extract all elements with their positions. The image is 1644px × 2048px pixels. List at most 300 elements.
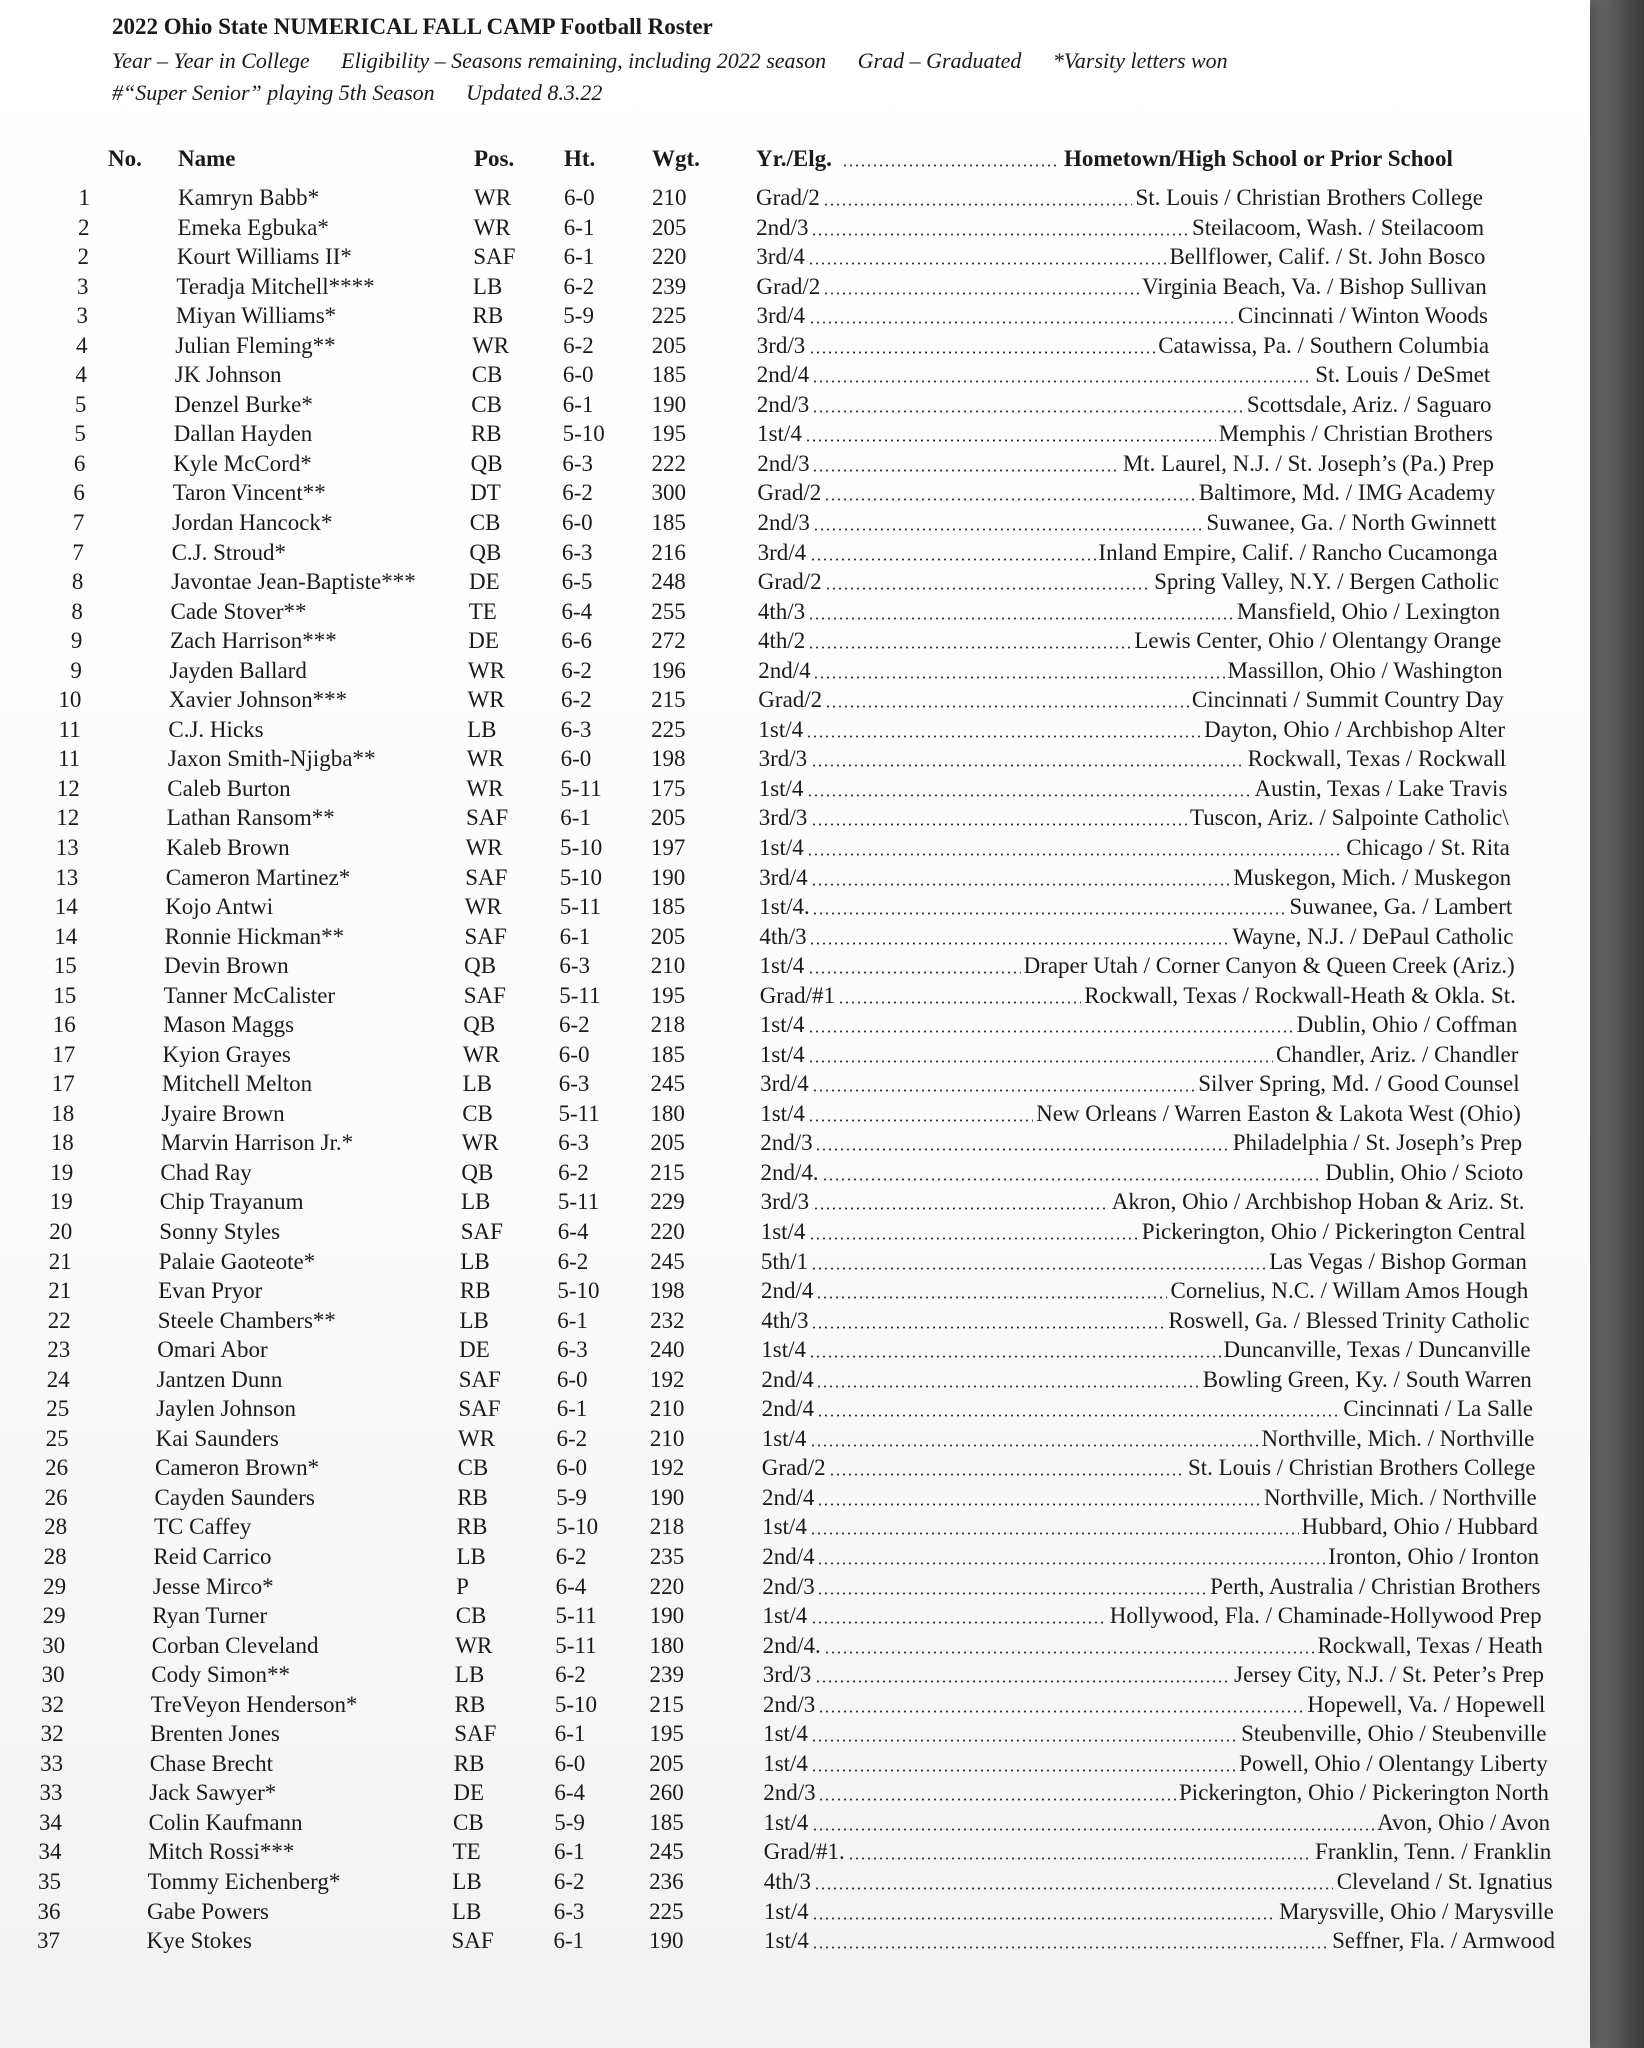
dot-leader: [823, 203, 1132, 206]
row-name: Palaie Gaoteote*: [158, 1248, 316, 1274]
row-hometown: Dayton, Ohio / Archbishop Alter: [1204, 716, 1505, 742]
row-year-eligibility: 2nd/3: [762, 1691, 816, 1717]
table-row: [0, 746, 1590, 774]
row-number: 20: [49, 1219, 73, 1244]
table-row: [0, 1928, 1590, 1956]
table-row: [0, 362, 1590, 390]
row-name: Chase Brecht: [149, 1750, 273, 1776]
row-weight: 195: [650, 982, 686, 1008]
row-hometown: Duncanville, Texas / Duncanville: [1223, 1337, 1531, 1363]
row-year-eligibility: 1st/4: [764, 1928, 809, 1953]
row-height: 6-1: [554, 1721, 586, 1747]
dot-leader: [808, 617, 1234, 620]
row-weight: 180: [650, 1100, 685, 1126]
row-position: WR: [462, 1041, 500, 1067]
row-hometown: Austin, Texas / Lake Travis: [1254, 775, 1508, 801]
row-height: 6-0: [556, 1455, 587, 1481]
row-height: 5-9: [554, 1809, 585, 1835]
row-year-eligibility: 2nd/3: [757, 510, 810, 535]
row-name: Cody Simon**: [151, 1662, 290, 1688]
row-year-eligibility: 3rd/4: [760, 1071, 809, 1097]
row-number: 24: [46, 1366, 70, 1392]
row-name: Jayden Ballard: [169, 657, 307, 683]
dot-leader: [818, 1710, 1304, 1713]
row-weight: 198: [650, 1278, 685, 1304]
dot-leader: [809, 942, 1229, 945]
row-height: 5-11: [555, 1632, 597, 1658]
row-number: 1: [78, 185, 90, 210]
row-hometown: New Orleans / Warren Easton & Lakota West (Ohio): [1036, 1100, 1521, 1126]
row-weight: 185: [651, 510, 686, 535]
row-position: P: [456, 1573, 469, 1599]
row-weight: 190: [649, 1928, 684, 1953]
row-weight: 205: [650, 923, 686, 949]
row-weight: 225: [651, 303, 687, 329]
row-hometown: Cornelius, N.C. / Willam Amos Hough: [1170, 1278, 1529, 1304]
row-position: CB: [471, 362, 503, 388]
row-number: 6: [73, 480, 85, 506]
dot-leader: [811, 883, 1230, 886]
row-weight: 210: [649, 1396, 685, 1422]
row-position: CB: [469, 510, 501, 535]
table-row: [0, 1308, 1590, 1336]
legend-line-1: [112, 48, 1254, 74]
table-row: [0, 421, 1590, 449]
row-weight: 225: [649, 1898, 684, 1924]
row-weight: 225: [651, 716, 686, 742]
dot-leader: [824, 1651, 1315, 1654]
row-position: WR: [467, 687, 505, 713]
dot-leader: [838, 1001, 1081, 1004]
row-weight: 210: [652, 185, 687, 210]
table-row: [0, 1426, 1590, 1454]
row-weight: 220: [649, 1573, 685, 1599]
row-height: 6-1: [560, 805, 591, 831]
row-year-eligibility: 2nd/3: [763, 1780, 816, 1806]
row-name: Kourt Williams II*: [176, 244, 352, 270]
row-hometown: Avon, Ohio / Avon: [1377, 1809, 1551, 1835]
row-number: 3: [76, 303, 88, 329]
row-position: LB: [462, 1071, 492, 1097]
row-height: 6-2: [556, 1425, 588, 1451]
row-position: SAF: [458, 1396, 501, 1422]
row-height: 6-0: [564, 185, 595, 210]
row-height: 5-11: [559, 894, 601, 919]
row-number: 29: [43, 1573, 67, 1599]
table-row: [0, 1603, 1590, 1631]
row-year-eligibility: 2nd/3: [760, 1130, 813, 1156]
row-hometown: Northville, Mich. / Northville: [1263, 1484, 1537, 1510]
row-year-eligibility: 3rd/4: [756, 244, 805, 270]
row-name: Jesse Mirco*: [152, 1573, 274, 1599]
row-hometown: Hollywood, Fla. / Chaminade-Hollywood Prep: [1109, 1603, 1542, 1628]
row-height: 6-0: [556, 1366, 588, 1392]
row-height: 6-3: [558, 1130, 589, 1156]
row-position: SAF: [458, 1366, 501, 1392]
row-weight: 192: [650, 1366, 685, 1392]
row-name: Cayden Saunders: [154, 1484, 315, 1510]
row-height: 5-10: [557, 1278, 600, 1304]
column-header-name: Name: [178, 146, 236, 171]
row-number: 2: [77, 244, 89, 270]
table-row: [0, 776, 1590, 804]
row-height: 5-11: [559, 982, 601, 1008]
row-height: 6-1: [563, 244, 595, 270]
row-year-eligibility: 4th/3: [761, 1307, 809, 1333]
row-number: 5: [74, 421, 86, 447]
legend-eligibility: Eligibility – Seasons remaining, including 2022 season: [341, 48, 827, 73]
row-position: WR: [465, 834, 503, 860]
row-year-eligibility: 2nd/3: [762, 1573, 815, 1599]
row-position: SAF: [466, 805, 509, 831]
row-number: 13: [55, 834, 79, 860]
row-height: 6-5: [561, 569, 593, 595]
table-row: [0, 1219, 1590, 1247]
dot-leader: [808, 1119, 1033, 1122]
row-year-eligibility: 3rd/3: [758, 746, 808, 772]
row-year-eligibility: Grad/2: [757, 480, 822, 506]
dot-leader: [811, 764, 1245, 767]
row-name: Tanner McCalister: [163, 982, 336, 1008]
dot-leader: [811, 233, 1189, 236]
row-height: 6-1: [557, 1307, 588, 1333]
row-weight: 245: [649, 1839, 684, 1865]
legend-letters: *Varsity letters won: [1052, 48, 1228, 73]
row-year-eligibility: 5th/1: [760, 1248, 809, 1274]
dot-leader: [811, 1267, 1266, 1270]
row-hometown: Scottsdale, Ariz. / Saguaro: [1246, 391, 1492, 417]
row-position: QB: [463, 1012, 496, 1038]
row-hometown: St. Louis / Christian Brothers College: [1187, 1455, 1536, 1481]
row-year-eligibility: Grad/#1.: [763, 1839, 845, 1865]
dot-leader: [809, 1355, 1220, 1358]
row-hometown: Cincinnati / La Salle: [1343, 1396, 1533, 1422]
table-row: [0, 1662, 1590, 1690]
row-hometown: Ironton, Ohio / Ironton: [1328, 1543, 1540, 1569]
row-number: 35: [38, 1868, 61, 1894]
row-year-eligibility: 4th/3: [757, 598, 806, 624]
row-year-eligibility: 1st/4: [757, 421, 802, 447]
dot-leader: [805, 439, 1216, 442]
row-year-eligibility: 1st/4: [759, 1041, 805, 1067]
row-name: TC Caffey: [154, 1514, 252, 1540]
dot-leader: [815, 1680, 1231, 1683]
row-number: 8: [71, 569, 84, 595]
row-number: 32: [40, 1721, 64, 1747]
row-name: Kamryn Babb*: [178, 185, 320, 210]
dot-leader: [814, 1887, 1334, 1890]
row-height: 6-2: [561, 687, 592, 713]
dot-leader: [808, 971, 1021, 974]
dot-leader: [848, 1857, 1313, 1860]
dot-leader: [810, 1444, 1259, 1447]
row-year-eligibility: 2nd/4.: [760, 1159, 819, 1185]
table-row: [0, 1367, 1590, 1395]
row-hometown: Memphis / Christian Brothers: [1218, 421, 1493, 447]
row-position: RB: [457, 1484, 488, 1510]
row-weight: 185: [651, 362, 687, 388]
row-weight: 185: [649, 1809, 684, 1835]
row-year-eligibility: 3rd/3: [762, 1662, 812, 1688]
row-name: Mitch Rossi***: [148, 1839, 295, 1865]
row-year-eligibility: Grad/2: [756, 273, 821, 299]
row-weight: 195: [649, 1721, 684, 1747]
dot-leader: [811, 1621, 1107, 1624]
table-row: [0, 569, 1590, 597]
table-row: [0, 1751, 1590, 1779]
row-position: SAF: [451, 1928, 494, 1953]
dot-leader: [825, 587, 1151, 590]
table-row: [0, 333, 1590, 361]
row-year-eligibility: 1st/4: [762, 1603, 808, 1628]
dot-leader: [812, 380, 1313, 383]
row-name: Dallan Hayden: [173, 421, 313, 447]
table-row: [0, 658, 1590, 686]
row-position: SAF: [465, 864, 508, 890]
row-height: 5-11: [558, 1100, 600, 1126]
row-hometown: Suwanee, Ga. / Lambert: [1289, 894, 1513, 919]
row-weight: 205: [650, 805, 686, 831]
row-year-eligibility: 1st/4: [762, 1514, 807, 1540]
row-name: Mitchell Melton: [162, 1071, 313, 1097]
table-row: [0, 1130, 1590, 1158]
row-year-eligibility: 2nd/3: [757, 450, 810, 476]
legend-line-2: [112, 80, 628, 106]
row-year-eligibility: 4th/3: [759, 923, 807, 949]
legend-grad: Grad – Graduated: [857, 48, 1022, 73]
row-height: 6-2: [563, 273, 595, 299]
row-position: DE: [453, 1780, 485, 1806]
row-year-eligibility: 2nd/4.: [762, 1632, 821, 1658]
row-weight: 232: [650, 1307, 685, 1333]
row-hometown: Roswell, Ga. / Blessed Trinity Catholic: [1168, 1307, 1530, 1333]
row-name: Taron Vincent**: [172, 480, 326, 506]
table-row: [0, 1839, 1590, 1867]
row-number: 11: [58, 746, 81, 772]
dot-leader: [822, 1178, 1323, 1181]
row-height: 6-1: [559, 923, 591, 949]
row-weight: 236: [649, 1868, 684, 1894]
row-name: Miyan Williams*: [175, 303, 337, 329]
row-name: Ronnie Hickman**: [164, 923, 345, 949]
row-hometown: Bowling Green, Ky. / South Warren: [1202, 1366, 1532, 1392]
row-hometown: Chicago / St. Rita: [1346, 834, 1510, 860]
row-year-eligibility: 3rd/3: [758, 805, 808, 831]
row-year-eligibility: 1st/4: [758, 775, 804, 801]
row-number: 37: [37, 1928, 60, 1953]
row-number: 25: [46, 1396, 70, 1422]
row-position: WR: [466, 746, 504, 772]
row-number: 3: [77, 273, 89, 299]
row-position: LB: [452, 1868, 482, 1894]
row-hometown: Jersey City, N.J. / St. Peter’s Prep: [1234, 1662, 1544, 1688]
row-number: 33: [39, 1780, 63, 1806]
row-number: 26: [44, 1484, 68, 1510]
row-hometown: Spring Valley, N.Y. / Bergen Catholic: [1154, 569, 1499, 595]
row-name: Cameron Brown*: [155, 1455, 320, 1481]
row-height: 6-1: [562, 391, 594, 417]
row-hometown: Franklin, Tenn. / Franklin: [1315, 1839, 1552, 1865]
row-weight: 216: [651, 539, 686, 565]
row-position: SAF: [473, 244, 516, 270]
table-row: [0, 1780, 1590, 1808]
row-height: 6-0: [560, 746, 592, 772]
row-weight: 190: [651, 391, 687, 417]
row-number: 28: [44, 1514, 68, 1540]
table-row: [0, 894, 1590, 922]
table-row: [0, 274, 1590, 302]
row-year-eligibility: 2nd/3: [756, 391, 810, 417]
row-year-eligibility: 2nd/4: [762, 1543, 815, 1569]
row-year-eligibility: 1st/4: [759, 953, 805, 979]
dot-leader: [810, 1532, 1299, 1535]
row-height: 6-2: [562, 480, 593, 506]
row-year-eligibility: 2nd/4: [756, 362, 810, 388]
row-hometown: Rockwall, Texas / Rockwall: [1247, 746, 1507, 772]
row-position: TE: [468, 598, 497, 624]
row-height: 6-1: [554, 1839, 585, 1865]
row-name: Mason Maggs: [163, 1012, 295, 1038]
row-height: 6-6: [561, 628, 592, 654]
dot-leader: [823, 292, 1138, 295]
row-weight: 190: [650, 864, 686, 890]
row-number: 11: [58, 716, 81, 742]
dot-leader: [829, 1473, 1185, 1476]
row-height: 6-4: [557, 1219, 589, 1244]
row-weight: 195: [651, 421, 687, 447]
table-row: [0, 717, 1590, 745]
row-year-eligibility: 2nd/4: [761, 1366, 814, 1392]
row-hometown: Powell, Ohio / Olentangy Liberty: [1239, 1750, 1548, 1776]
row-position: SAF: [460, 1219, 503, 1244]
dot-leader: [810, 558, 1096, 561]
row-number: 15: [53, 953, 77, 979]
row-hometown: Marysville, Ohio / Marysville: [1279, 1898, 1554, 1924]
row-name: Devin Brown: [164, 953, 289, 979]
row-height: 5-9: [563, 303, 594, 329]
row-hometown: Virginia Beach, Va. / Bishop Sullivan: [1142, 273, 1487, 299]
row-position: LB: [467, 716, 497, 742]
row-hometown: Mansfield, Ohio / Lexington: [1236, 598, 1501, 624]
row-weight: 205: [651, 214, 687, 240]
row-number: 18: [51, 1100, 75, 1126]
row-name: Corban Cleveland: [151, 1632, 319, 1658]
row-name: Ryan Turner: [152, 1603, 268, 1628]
row-position: WR: [467, 657, 505, 683]
row-year-eligibility: 2nd/3: [756, 214, 809, 240]
dot-leader: [808, 646, 1131, 649]
row-position: LB: [461, 1189, 491, 1215]
row-number: 22: [47, 1307, 71, 1333]
dot-leader: [825, 705, 1188, 708]
table-row: [0, 1692, 1590, 1720]
table-row: [0, 1071, 1590, 1099]
row-number: 18: [50, 1130, 74, 1156]
row-year-eligibility: Grad/2: [756, 185, 820, 210]
row-hometown: Inland Empire, Calif. / Rancho Cucamonga: [1098, 539, 1498, 565]
row-number: 13: [55, 864, 79, 890]
row-weight: 245: [650, 1248, 685, 1274]
row-weight: 190: [649, 1603, 685, 1628]
row-name: Marvin Harrison Jr.*: [160, 1130, 354, 1156]
row-name: Kai Saunders: [155, 1425, 279, 1451]
row-position: SAF: [463, 982, 506, 1008]
dot-leader: [811, 1769, 1236, 1772]
row-position: CB: [462, 1100, 493, 1126]
row-number: 30: [42, 1632, 66, 1658]
dot-leader: [815, 1148, 1230, 1151]
row-hometown: Baltimore, Md. / IMG Academy: [1198, 480, 1496, 506]
row-number: 30: [41, 1662, 65, 1688]
row-weight: 210: [649, 1425, 685, 1451]
row-name: Chip Trayanum: [159, 1189, 304, 1215]
table-row: [0, 1012, 1590, 1040]
row-height: 6-0: [562, 362, 594, 388]
row-position: WR: [466, 775, 504, 801]
row-number: 6: [73, 450, 86, 476]
row-weight: 235: [649, 1543, 685, 1569]
row-number: 26: [45, 1455, 69, 1481]
row-year-eligibility: 1st/4: [760, 1219, 806, 1244]
dot-leader: [812, 1946, 1329, 1949]
row-number: 21: [48, 1278, 72, 1304]
table-row: [0, 687, 1590, 715]
row-height: 6-3: [558, 1071, 590, 1097]
row-weight: 180: [649, 1632, 684, 1658]
table-row: [0, 924, 1590, 952]
row-year-eligibility: 1st/4: [758, 716, 804, 742]
column-header-yr-elg: Yr./Elg.: [756, 146, 832, 171]
row-weight: 185: [650, 894, 686, 919]
row-name: Reid Carrico: [153, 1543, 272, 1569]
row-position: QB: [464, 953, 497, 979]
row-number: 5: [74, 391, 87, 417]
dot-leader: [812, 1828, 1375, 1831]
row-name: Kyle McCord*: [173, 450, 312, 476]
row-position: CB: [453, 1809, 484, 1835]
row-number: 7: [72, 539, 84, 565]
row-weight: 175: [651, 775, 686, 801]
dot-leader: [811, 823, 1187, 826]
row-name: Kyion Grayes: [162, 1041, 291, 1067]
dot-leader: [817, 1414, 1341, 1417]
row-position: DE: [469, 569, 500, 595]
row-hometown: Pickerington, Ohio / Pickerington Central: [1141, 1219, 1526, 1244]
row-year-eligibility: 1st/4: [763, 1750, 808, 1776]
row-position: DE: [468, 628, 499, 654]
row-position: RB: [459, 1278, 491, 1304]
row-height: 6-0: [554, 1750, 586, 1776]
row-name: Steele Chambers**: [157, 1307, 336, 1333]
row-height: 6-3: [553, 1898, 585, 1924]
row-year-eligibility: 2nd/4: [758, 657, 811, 683]
row-hometown: Seffner, Fla. / Armwood: [1332, 1928, 1555, 1953]
row-position: LB: [456, 1543, 486, 1569]
row-position: WR: [472, 332, 510, 358]
row-weight: 185: [650, 1041, 685, 1067]
row-hometown: Dublin, Ohio / Coffman: [1296, 1012, 1518, 1038]
row-weight: 205: [650, 1130, 685, 1156]
row-year-eligibility: 1st/4: [763, 1721, 808, 1747]
row-weight: 192: [649, 1455, 685, 1481]
row-name: Jaylen Johnson: [156, 1396, 297, 1422]
row-height: 6-1: [556, 1396, 588, 1422]
row-height: 6-3: [562, 450, 594, 476]
row-position: SAF: [454, 1721, 497, 1747]
row-number: 14: [54, 894, 78, 919]
row-weight: 272: [651, 628, 686, 654]
row-number: 19: [50, 1159, 74, 1185]
